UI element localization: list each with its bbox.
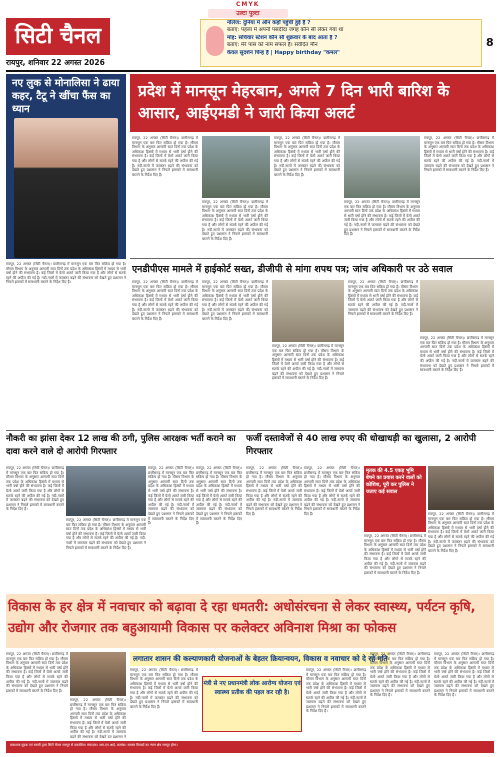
- lead-headline: प्रदेश में मानसून मेहरबान, अगले 7 दिन भारी बारिश के आसार, आईएमडी ने जारी किया अलर्ट: [138, 82, 450, 122]
- quiz-q1: नॉलेज: दुनिया में ऑन कहाँ पहुंची हुई है ?: [227, 20, 311, 26]
- ad-box: मंत्री से नए प्रधानमंत्री लोक आरोग्य योजना एवं स्वास्थ्य प्रतीक की पहल कर रही है।: [202, 676, 302, 732]
- fake-col-2: रायपुर, 22 अगस्त (सिटी चैनल)। छत्तीसगढ़ में मानसून एक बार फिर सक्रिय हो गया है। मौसम विभाग के अनुसार आगामी सात दिनों तक प्रदेश के अधिकांश हिस्सों में मध्यम से भारी वर्षा होने की संभावना है। कई जिलों में येलो अलर्ट जारी किया गया है और लोगों से सतर्क रहने की अपील की गई है। नदी-नालों में जलस्तर बढ़ने की संभावना को देखते हुए प्रशासन ने निचले इलाकों में सावधानी बरतने के निर्देश दिए हैं।: [304, 466, 360, 516]
- dev-col-2: रायपुर, 22 अगस्त (सिटी चैनल)। छत्तीसगढ़ में मानसून एक बार फिर सक्रिय हो गया है। मौसम विभाग के अनुसार आगामी सात दिनों तक प्रदेश के अधिकांश हिस्सों में मध्यम से भारी वर्षा होने की संभावना है। कई जिलों में येलो अलर्ट जारी किया गया है और लोगों से सतर्क रहने की अपील की गई है। नदी-नालों में जलस्तर बढ़ने की संभावना को देखते हुए प्रशासन ने: [70, 698, 126, 738]
- collector-photo: [70, 652, 126, 696]
- rain-photo-1: [202, 136, 270, 198]
- section-tag: उल्टा पुल्टा: [208, 9, 288, 18]
- quiz-q2: मोह: सचिवार स्टेशन कौन सौ शुक्रवार के बाद आता है ?: [227, 34, 338, 41]
- job-scam-headline: नौकरी का झांसा देकर 12 लाख की ठगी, पुलिस आरक्षक भर्ती कराने का दावा करने वाले दो आरोपी गिरफ्तार: [6, 434, 236, 457]
- section-rule: [130, 258, 494, 259]
- hc-col-2: रायपुर, 22 अगस्त (सिटी चैनल)। छत्तीसगढ़ में मानसून एक बार फिर सक्रिय हो गया है। मौसम विभाग के अनुसार आगामी सात दिनों तक प्रदेश के अधिकांश हिस्सों में मध्यम से भारी वर्षा होने की संभावना है। कई जिलों में येलो अलर्ट जारी किया गया है और लोगों से सतर्क रहने की अपील की गई है। नदी-नालों में जलस्तर बढ़ने की संभावना को देखते हुए प्रशासन ने निचले इलाकों में सावधानी बरतने के निर्देश दिए हैं।: [202, 280, 268, 321]
- celebrity-photo: [14, 118, 118, 258]
- fake-col-4: रायपुर, 22 अगस्त (सिटी चैनल)। छत्तीसगढ़ में मानसून एक बार फिर सक्रिय हो गया है। मौसम विभाग के अनुसार आगामी सात दिनों तक प्रदेश के अधिकांश हिस्सों में मध्यम से भारी वर्षा होने की संभावना है। कई जिलों में येलो अलर्ट जारी किया गया है और लोगों से सतर्क रहने की अपील की गई है। नदी-नालों में जलस्तर बढ़ने की संभावना को देखते हुए प्रशासन ने निचले इलाकों में सावधानी बरतने के निर्देश दिए हैं।: [428, 512, 494, 553]
- job-col-2: रायपुर, 22 अगस्त (सिटी चैनल)। छत्तीसगढ़ में मानसून एक बार फिर सक्रिय हो गया है। मौसम विभाग के अनुसार आगामी सात दिनों तक प्रदेश के अधिकांश हिस्सों में मध्यम से भारी वर्षा होने की संभावना है। कई जिलों में येलो अलर्ट जारी किया गया है और लोगों से सतर्क रहने की अपील की गई है। नदी-नालों में जलस्तर बढ़ने की संभावना को देखते हुए प्रशासन ने निचले इलाकों में सावधानी बरतने के निर्देश दिए हैं।: [66, 518, 146, 550]
- cmyk-marker: CMYK: [236, 1, 260, 8]
- dev-col-5: रायपुर, 22 अगस्त (सिटी चैनल)। छत्तीसगढ़ में मानसून एक बार फिर सक्रिय हो गया है। मौसम विभाग के अनुसार आगामी सात दिनों तक प्रदेश के अधिकांश हिस्सों में मध्यम से भारी वर्षा होने की संभावना है। कई जिलों में येलो अलर्ट जारी किया गया है और लोगों से सतर्क रहने की अपील की गई है। नदी-नालों में जलस्तर बढ़ने की संभावना को देखते हुए प्रशासन ने निचले इलाकों में सावधानी बरतने के निर्देश दिए हैं।: [370, 652, 430, 698]
- masthead-rule: [6, 70, 494, 72]
- development-headline: विकास के हर क्षेत्र में नवाचार को बढ़ावा दे रहा धमतरी: अधोसंरचना से लेकर स्वास्थ्य, पर्यटन कृषि, उद्योग और रोजगार तक बहुआयामी विकास पर कलेक्टर अविनाश मिश्रा का फोकस: [8, 600, 476, 636]
- building-photo: [420, 280, 494, 332]
- hc-col-3: रायपुर, 22 अगस्त (सिटी चैनल)। छत्तीसगढ़ में मानसून एक बार फिर सक्रिय हो गया है। मौसम विभाग के अनुसार आगामी सात दिनों तक प्रदेश के अधिकांश हिस्सों में मध्यम से भारी वर्षा होने की संभावना है। कई जिलों में येलो अलर्ट जारी किया गया है और लोगों से सतर्क रहने की अपील की गई है। नदी-नालों में जलस्तर बढ़ने की संभावना को देखते हुए प्रशासन ने निचले इलाकों में सावधानी बरतने के निर्देश दिए हैं।: [272, 344, 344, 381]
- dateline: रायपुर, शनिवार 22 अगस्त 2026: [6, 58, 105, 67]
- accused-photo: [66, 466, 146, 516]
- lead-col-4: रायपुर, 22 अगस्त (सिटी चैनल)। छत्तीसगढ़ में मानसून एक बार फिर सक्रिय हो गया है। मौसम विभाग के अनुसार आगामी सात दिनों तक प्रदेश के अधिकांश हिस्सों में मध्यम से भारी वर्षा होने की संभावना है। कई जिलों में येलो अलर्ट जारी किया गया है और लोगों से सतर्क रहने की अपील की गई है। नदी-नालों में जलस्तर बढ़ने की संभावना को देखते हुए प्रशासन ने निचले इलाकों में सावधानी बरतने के निर्देश दिए हैं।: [344, 200, 420, 237]
- hc-headline: एनडीपीएस मामले में हाईकोर्ट सख्त, डीजीपी से मांगा शपथ पत्र; जांच अधिकारी पर उठे सवाल: [132, 264, 453, 275]
- lead-headline-box: [130, 74, 496, 132]
- hc-col-5: रायपुर, 22 अगस्त (सिटी चैनल)। छत्तीसगढ़ में मानसून एक बार फिर सक्रिय हो गया है। मौसम विभाग के अनुसार आगामी सात दिनों तक प्रदेश के अधिकांश हिस्सों में मध्यम से भारी वर्षा होने की संभावना है। कई जिलों में येलो अलर्ट जारी किया गया है और लोगों से सतर्क रहने की अपील की गई है। नदी-नालों में जलस्तर बढ़ने की संभावना को देखते हुए प्रशासन ने निचले इलाकों में सावधानी बरतने के निर्देश दिए हैं।: [420, 336, 494, 373]
- hc-col-4: रायपुर, 22 अगस्त (सिटी चैनल)। छत्तीसगढ़ में मानसून एक बार फिर सक्रिय हो गया है। मौसम विभाग के अनुसार आगामी सात दिनों तक प्रदेश के अधिकांश हिस्सों में मध्यम से भारी वर्षा होने की संभावना है। कई जिलों में येलो अलर्ट जारी किया गया है और लोगों से सतर्क रहने की अपील की गई है। नदी-नालों में जलस्तर बढ़ने की संभावना को देखते हुए प्रशासन ने निचले इलाकों में सावधानी बरतने के निर्देश दिए हैं।: [348, 280, 418, 317]
- imprint-footer: प्रकाशक मुद्रक एवं स्वामी द्वारा सिटी चैनल रायपुर से प्रकाशित। संपादक। आर.एन.आई. क्रमांक। समस्त विवादों का न्याय क्षेत्र रायपुर होगा।: [6, 741, 494, 753]
- dev-col-4: रायपुर, 22 अगस्त (सिटी चैनल)। छत्तीसगढ़ में मानसून एक बार फिर सक्रिय हो गया है। मौसम विभाग के अनुसार आगामी सात दिनों तक प्रदेश के अधिकांश हिस्सों में मध्यम से भारी वर्षा होने की संभावना है। कई जिलों में येलो अलर्ट जारी किया गया है और लोगों से सतर्क रहने की अपील की गई है। नदी-नालों में जलस्तर बढ़ने की संभावना को देखते हुए प्रशासन ने निचले इलाकों में सावधानी बरतने के निर्देश दिए हैं।: [306, 668, 366, 714]
- hc-col-1: रायपुर, 22 अगस्त (सिटी चैनल)। छत्तीसगढ़ में मानसून एक बार फिर सक्रिय हो गया है। मौसम विभाग के अनुसार आगामी सात दिनों तक प्रदेश के अधिकांश हिस्सों में मध्यम से भारी वर्षा होने की संभावना है। कई जिलों में येलो अलर्ट जारी किया गया है और लोगों से सतर्क रहने की अपील की गई है। नदी-नालों में जलस्तर बढ़ने की संभावना को देखते हुए प्रशासन ने निचले इलाकों में सावधानी बरतने के निर्देश दिए हैं।: [132, 280, 198, 321]
- quiz-box: [200, 19, 482, 67]
- cartoon-icon: [206, 26, 224, 56]
- lead-col-2: रायपुर, 22 अगस्त (सिटी चैनल)। छत्तीसगढ़ में मानसून एक बार फिर सक्रिय हो गया है। मौसम विभाग के अनुसार आगामी सात दिनों तक प्रदेश के अधिकांश हिस्सों में मध्यम से भारी वर्षा होने की संभावना है। कई जिलों में येलो अलर्ट जारी किया गया है और लोगों से सतर्क रहने की अपील की गई है। नदी-नालों में जलस्तर बढ़ने की संभावना को देखते हुए प्रशासन ने निचले इलाकों में सावधानी बरतने के निर्देश दिए हैं।: [202, 200, 268, 241]
- fake-docs-headline: फर्जी दस्तावेजों से 40 लाख रुपए की धोखाधड़ी का खुलासा, 2 आरोपी गिरफ्तार: [246, 434, 477, 457]
- brand-logo: सिटी चैनल: [6, 18, 110, 55]
- welfare-headline: लगातार शासन की कल्याणकारी योजनाओं के बेहतर क्रियान्वयन, विकास व नवाचार को दे रहे गति: [130, 652, 390, 666]
- dev-col-1: रायपुर, 22 अगस्त (सिटी चैनल)। छत्तीसगढ़ में मानसून एक बार फिर सक्रिय हो गया है। मौसम विभाग के अनुसार आगामी सात दिनों तक प्रदेश के अधिकांश हिस्सों में मध्यम से भारी वर्षा होने की संभावना है। कई जिलों में येलो अलर्ट जारी किया गया है और लोगों से सतर्क रहने की अपील की गई है। नदी-नालों में जलस्तर बढ़ने की संभावना को देखते हुए प्रशासन ने निचले इलाकों में सावधानी बरतने के निर्देश दिए हैं।: [6, 652, 68, 693]
- fake-col-1: रायपुर, 22 अगस्त (सिटी चैनल)। छत्तीसगढ़ में मानसून एक बार फिर सक्रिय हो गया है। मौसम विभाग के अनुसार आगामी सात दिनों तक प्रदेश के अधिकांश हिस्सों में मध्यम से भारी वर्षा होने की संभावना है। कई जिलों में येलो अलर्ट जारी किया गया है और लोगों से सतर्क रहने की अपील की गई है। नदी-नालों में जलस्तर बढ़ने की संभावना को देखते हुए प्रशासन ने निचले इलाकों में सावधानी बरतने के निर्देश दिए हैं।: [246, 466, 302, 516]
- rain-photo-2: [344, 136, 420, 198]
- celebrity-headline: नए लुक से मोनालिसा ने ढाया कहर, टैटू ने खींचा फैंस का ध्यान: [12, 78, 120, 115]
- quiz-footer: केवल सुदर्शन चिन्ह है | Happy birthday "कमल": [227, 49, 340, 56]
- accused-photo-2: [428, 466, 494, 510]
- lead-col-5: रायपुर, 22 अगस्त (सिटी चैनल)। छत्तीसगढ़ में मानसून एक बार फिर सक्रिय हो गया है। मौसम विभाग के अनुसार आगामी सात दिनों तक प्रदेश के अधिकांश हिस्सों में मध्यम से भारी वर्षा होने की संभावना है। कई जिलों में येलो अलर्ट जारी किया गया है और लोगों से सतर्क रहने की अपील की गई है। नदी-नालों में जलस्तर बढ़ने की संभावना को देखते हुए प्रशासन ने निचले इलाकों में सावधानी बरतने के निर्देश दिए हैं।: [424, 136, 494, 173]
- lead-col-1: रायपुर, 22 अगस्त (सिटी चैनल)। छत्तीसगढ़ में मानसून एक बार फिर सक्रिय हो गया है। मौसम विभाग के अनुसार आगामी सात दिनों तक प्रदेश के अधिकांश हिस्सों में मध्यम से भारी वर्षा होने की संभावना है। कई जिलों में येलो अलर्ट जारी किया गया है और लोगों से सतर्क रहने की अपील की गई है। नदी-नालों में जलस्तर बढ़ने की संभावना को देखते हुए प्रशासन ने निचले इलाकों में सावधानी बरतने के निर्देश दिए हैं।: [132, 136, 198, 177]
- dev-col-6: रायपुर, 22 अगस्त (सिटी चैनल)। छत्तीसगढ़ में मानसून एक बार फिर सक्रिय हो गया है। मौसम विभाग के अनुसार आगामी सात दिनों तक प्रदेश के अधिकांश हिस्सों में मध्यम से भारी वर्षा होने की संभावना है। कई जिलों में येलो अलर्ट जारी किया गया है और लोगों से सतर्क रहने की अपील की गई है। नदी-नालों में जलस्तर बढ़ने की संभावना को देखते हुए प्रशासन ने निचले इलाकों में सावधानी बरतने के निर्देश दिए हैं।: [434, 652, 494, 698]
- celebrity-body: रायपुर, 22 अगस्त (सिटी चैनल)। छत्तीसगढ़ में मानसून एक बार फिर सक्रिय हो गया है। मौसम विभाग के अनुसार आगामी सात दिनों तक प्रदेश के अधिकांश हिस्सों में मध्यम से भारी वर्षा होने की संभावना है। कई जिलों में येलो अलर्ट जारी किया गया है और लोगों से सतर्क रहने की अपील की गई है। नदी-नालों में जलस्तर बढ़ने की संभावना को देखते हुए प्रशासन ने निचले इलाकों में सावधानी बरतने के निर्देश दिए हैं।: [6, 262, 126, 285]
- section-rule-2: [6, 430, 494, 431]
- quiz-a1: बताएं: पहला में अपनी पसंदीदा जगह कौन सी लेकर गया था: [227, 27, 344, 34]
- job-col-3: रायपुर, 22 अगस्त (सिटी चैनल)। छत्तीसगढ़ में मानसून एक बार फिर सक्रिय हो गया है। मौसम विभाग के अनुसार आगामी सात दिनों तक प्रदेश के अधिकांश हिस्सों में मध्यम से भारी वर्षा होने की संभावना है। कई जिलों में येलो अलर्ट जारी किया गया है और लोगों से सतर्क रहने की अपील की गई है। नदी-नालों में जलस्तर बढ़ने की संभावना को देखते हुए प्रशासन ने निचले इलाकों में सावधानी बरतने के निर्देश दिए हैं।: [148, 466, 194, 526]
- job-col-1: रायपुर, 22 अगस्त (सिटी चैनल)। छत्तीसगढ़ में मानसून एक बार फिर सक्रिय हो गया है। मौसम विभाग के अनुसार आगामी सात दिनों तक प्रदेश के अधिकांश हिस्सों में मध्यम से भारी वर्षा होने की संभावना है। कई जिलों में येलो अलर्ट जारी किया गया है और लोगों से सतर्क रहने की अपील की गई है। नदी-नालों में जलस्तर बढ़ने की संभावना को देखते हुए प्रशासन ने निचले इलाकों में सावधानी बरतने के निर्देश दिए हैं।: [6, 466, 64, 512]
- fake-col-3: रायपुर, 22 अगस्त (सिटी चैनल)। छत्तीसगढ़ में मानसून एक बार फिर सक्रिय हो गया है। मौसम विभाग के अनुसार आगामी सात दिनों तक प्रदेश के अधिकांश हिस्सों में मध्यम से भारी वर्षा होने की संभावना है। कई जिलों में येलो अलर्ट जारी किया गया है और लोगों से सतर्क रहने की अपील की गई है। नदी-नालों में जलस्तर बढ़ने की संभावना को देखते हुए प्रशासन ने निचले इलाकों में सावधानी बरतने के निर्देश दिए हैं।: [364, 534, 426, 575]
- page-number: 8: [486, 36, 494, 49]
- quiz-a2: बताएं: मेरे पास को नाम सफल है। सवेदित मौन: [227, 42, 318, 49]
- dev-col-3: रायपुर, 22 अगस्त (सिटी चैनल)। छत्तीसगढ़ में मानसून एक बार फिर सक्रिय हो गया है। मौसम विभाग के अनुसार आगामी सात दिनों तक प्रदेश के अधिकांश हिस्सों में मध्यम से भारी वर्षा होने की संभावना है। कई जिलों में येलो अलर्ट जारी किया गया है और लोगों से सतर्क रहने की अपील की गई है। नदी-नालों में जलस्तर बढ़ने की संभावना को देखते हुए प्रशासन ने निचले इलाकों में सावधानी बरतने के निर्देश दिए हैं।: [130, 668, 198, 709]
- lead-col-3: रायपुर, 22 अगस्त (सिटी चैनल)। छत्तीसगढ़ में मानसून एक बार फिर सक्रिय हो गया है। मौसम विभाग के अनुसार आगामी सात दिनों तक प्रदेश के अधिकांश हिस्सों में मध्यम से भारी वर्षा होने की संभावना है। कई जिलों में येलो अलर्ट जारी किया गया है और लोगों से सतर्क रहने की अपील की गई है। नदी-नालों में जलस्तर बढ़ने की संभावना को देखते हुए प्रशासन ने निचले इलाकों में सावधानी बरतने के निर्देश दिए हैं।: [274, 136, 340, 177]
- fake-docs-boxhead: मृतक की 4.5 एकड़ भूमि बेचने का प्रयास करने वालों को कोशिश, पूरी कर पुलिस ने जताए कई सवाल: [364, 466, 426, 532]
- job-col-4: रायपुर, 22 अगस्त (सिटी चैनल)। छत्तीसगढ़ में मानसून एक बार फिर सक्रिय हो गया है। मौसम विभाग के अनुसार आगामी सात दिनों तक प्रदेश के अधिकांश हिस्सों में मध्यम से भारी वर्षा होने की संभावना है। कई जिलों में येलो अलर्ट जारी किया गया है और लोगों से सतर्क रहने की अपील की गई है। नदी-नालों में जलस्तर बढ़ने की संभावना को देखते हुए प्रशासन ने निचले इलाकों में सावधानी बरतने के निर्देश दिए हैं।: [196, 466, 242, 526]
- court-photo: [272, 280, 344, 342]
